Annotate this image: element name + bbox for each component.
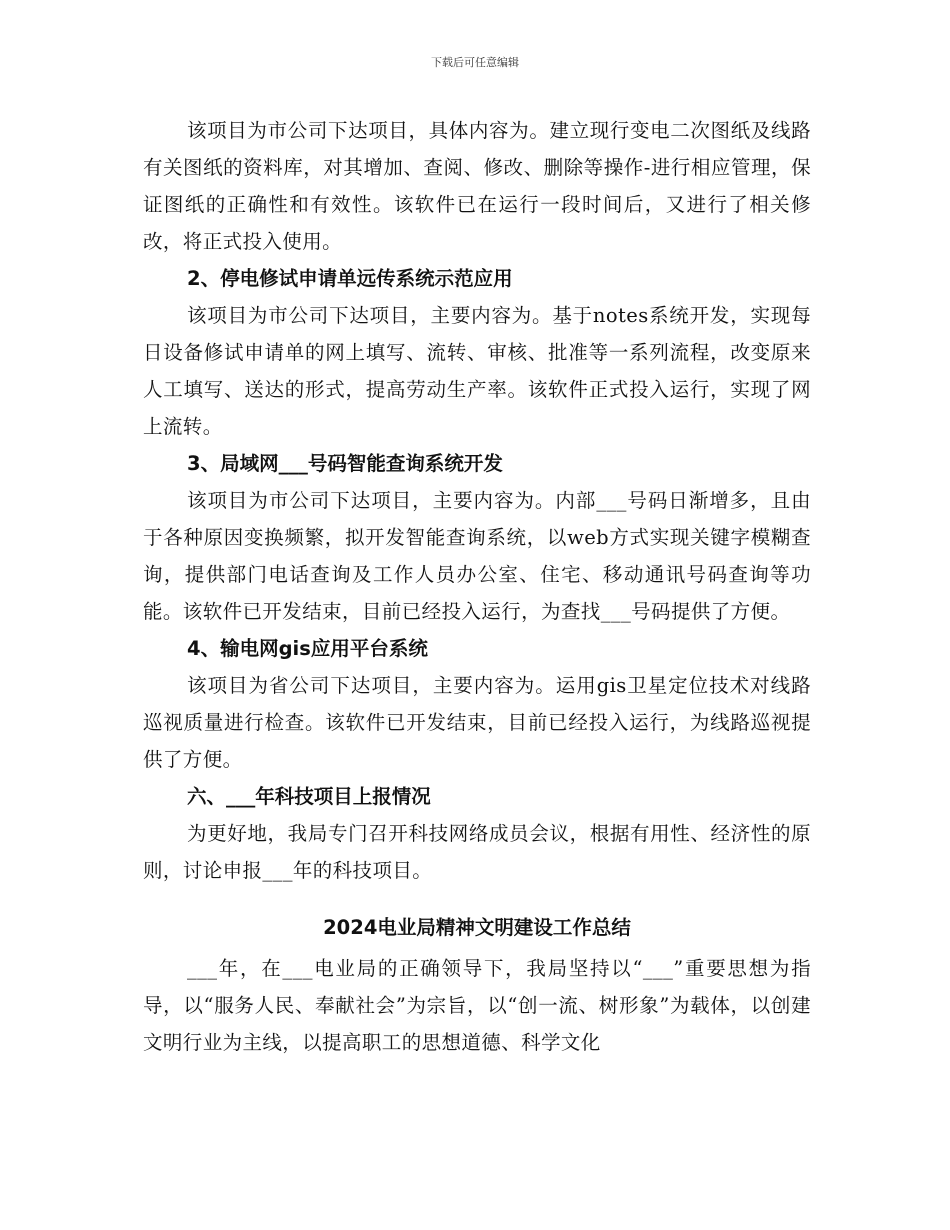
document-body [143,112,811,1061]
paragraph-drawing-database: 该项目为市公司下达项目，具体内容为。建立现行变电二次图纸及线路有关图纸的资料库，对其增加、查阅、修改、删除等操作-进行相应管理，保证图纸的正确性和有效性。该软件已在运行一段时间后，又进行了相关修改，将正式投入使用。 [143,119,811,253]
section-heading-gis-platform: 4、输电网gis应用平台系统 [187,637,428,660]
section-heading-lan-query: 3、局域网___号码智能查询系统开发 [187,452,503,475]
paragraph-lan-query: 该项目为市公司下达项目，主要内容为。内部___号码日渐增多，且由于各种原因变换频繁，拟开发智能查询系统，以web方式实现关键字模糊查询，提供部门电话查询及工作人员办公室、住宅、移动通讯号码查询等功能。该软件已开发结束，目前已经投入运行，为查找___号码提供了方便。 [143,489,811,623]
section-heading-tech-projects: 六、___年科技项目上报情况 [187,785,431,808]
document-title: 2024电业局精神文明建设工作总结 [323,916,631,939]
paragraph-summary-intro: ___年，在___电业局的正确领导下，我局坚持以“___”重要思想为指导，以“服务人民、奉献社会”为宗旨，以“创一流、树形象”为载体，以创建文明行业为主线，以提高职工的思想道德、科学文化 [143,957,811,1054]
paragraph-outage-request: 该项目为市公司下达项目，主要内容为。基于notes系统开发，实现每日设备修试申请单的网上填写、流转、审核、批准等一系列流程，改变原来人工填写、送达的形式，提高劳动生产率。该软件正式投入运行，实现了网上流转。 [143,304,811,438]
paragraph-tech-projects: 为更好地，我局专门召开科技网络成员会议，根据有用性、经济性的原则，讨论申报___年的科技项目。 [143,822,811,882]
section-heading-outage-request: 2、停电修试申请单远传系统示范应用 [187,267,513,290]
page-header: 下载后可任意编辑 [431,56,519,69]
paragraph-gis-platform: 该项目为省公司下达项目，主要内容为。运用gis卫星定位技术对线路巡视质量进行检查。该软件已开发结束，目前已经投入运行，为线路巡视提供了方便。 [143,674,811,771]
